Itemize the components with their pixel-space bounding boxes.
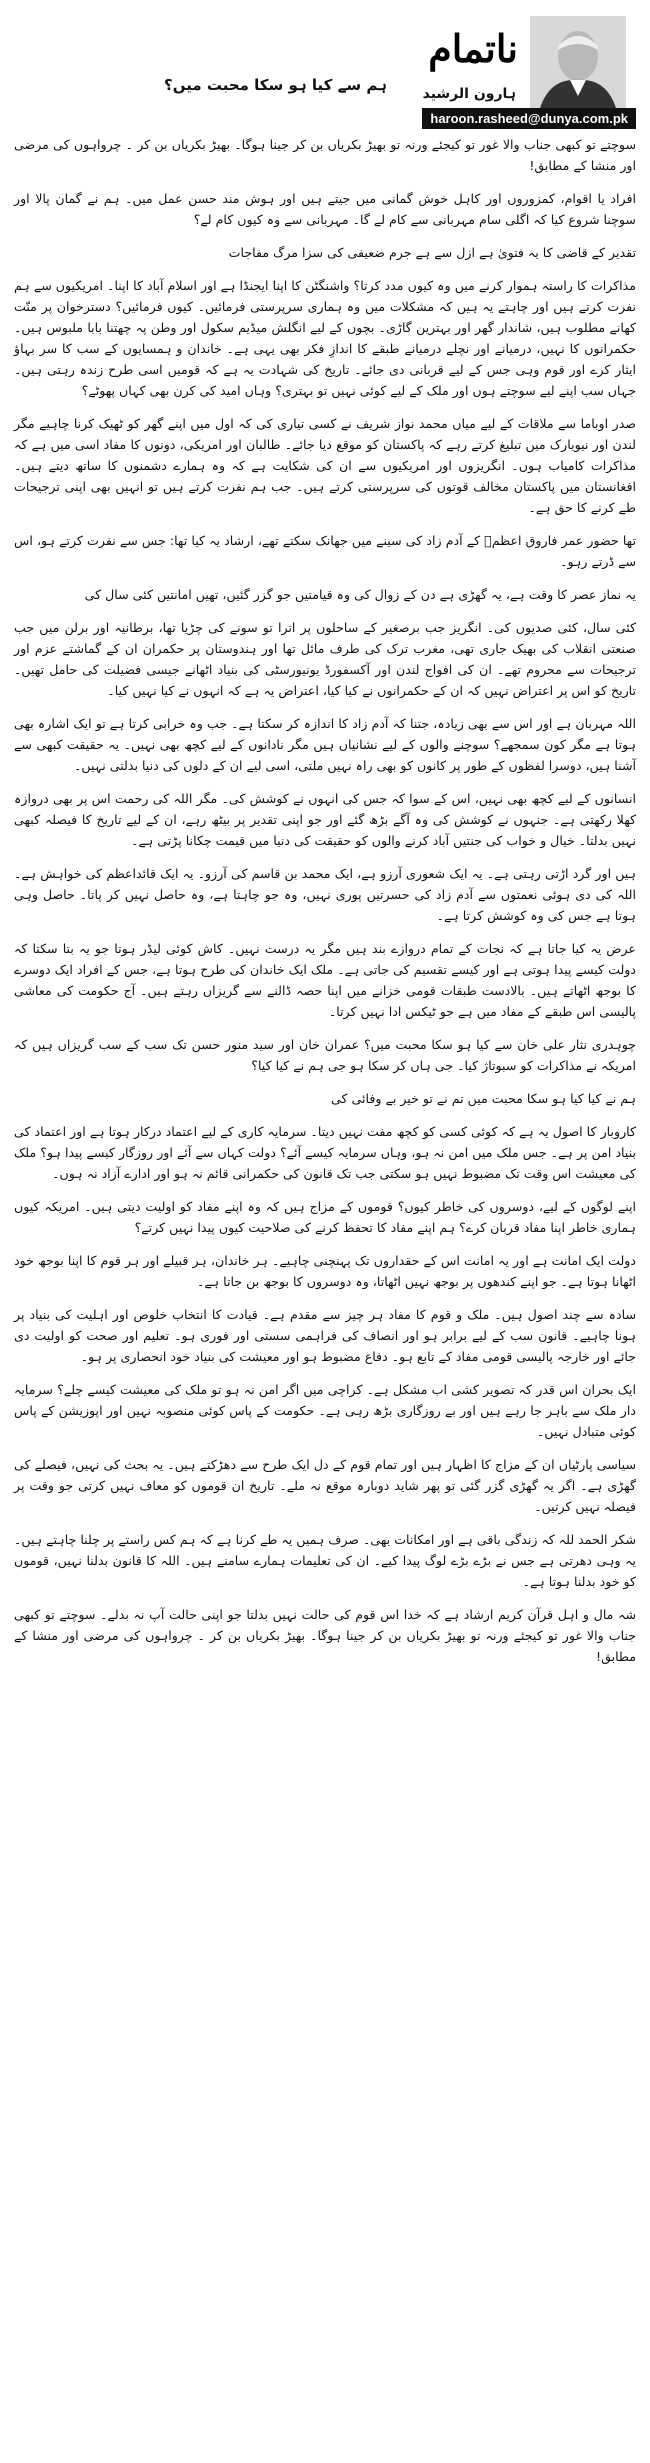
paragraph: ایک بحران اس قدر کہ تصویر کشی اب مشکل ہے۔ کراچی میں اگر امن نہ ہو تو ملک کی معیشت کیسے چلے؟ سرمایہ دار ملک سے باہر جا رہے ہیں اور بے روزگاری بڑھ رہی ہے۔ حکومت کے پاس کوئی منصوبہ نہیں اور اپوزیشن کے پاس کوئی متبادل نہیں۔ [14, 1382, 636, 1439]
column-title: ناتمام [428, 26, 518, 71]
author-email: haroon.rasheed@dunya.com.pk [422, 108, 636, 129]
paragraph: تقدیر کے قاضی کا یہ فتویٰ ہے ازل سے ہے جرم ضعیفی کی سزا مرگ مفاجات [228, 245, 636, 260]
author-portrait-icon [530, 16, 626, 108]
paragraph: تھا حضور عمر فاروق اعظمؓ کے آدم زاد کی سینے میں جھانک سکتے تھے، ارشاد یہ کیا تھا: جس سے نفرت کرتے ہو، اس سے ڈرتے رہو۔ [14, 533, 636, 569]
paragraph: سیاسی پارٹیاں ان کے مزاج کا اظہار ہیں اور تمام قوم کے دل ایک طرح سے دھڑکتے ہیں۔ یہ بحث کی نہیں، فیصلے کی گھڑی ہے۔ اگر یہ گھڑی گزر گئی تو پھر شاید دوبارہ موقع نہ ملے۔ تاریخ ان قوموں کو معاف نہیں کرتی جو وقت پر فیصلہ نہیں کرتیں۔ [14, 1457, 636, 1514]
paragraph: سادہ سے چند اصول ہیں۔ ملک و قوم کا مفاد ہر چیز سے مقدم ہے۔ قیادت کا انتخاب خلوص اور اہلیت کی بنیاد پر ہونا چاہیے۔ قانون سب کے لیے برابر ہو اور انصاف کی فراہمی سستی اور فوری ہو۔ تعلیم اور صحت کو اولیت دی جائے اور خارجہ پالیسی قومی مفاد کے تابع ہو۔ دفاع مضبوط ہو اور معیشت کی بنیاد خود انحصاری پر ہو۔ [14, 1307, 636, 1364]
paragraph: شکر الحمد للہ کہ زندگی باقی ہے اور امکانات بھی۔ صرف ہمیں یہ طے کرنا ہے کہ ہم کس راستے پر چلنا چاہتے ہیں۔ یہ وہی دھرتی ہے جس نے بڑے بڑے لوگ پیدا کیے۔ ان کی تعلیمات ہمارے سامنے ہیں۔ اللہ کا قانون بدلنا نہیں، قوموں کو خود بدلنا ہوتا ہے۔ [14, 1532, 636, 1589]
paragraph: یہ نماز عصر کا وقت ہے، یہ گھڑی ہے دن کے زوال کی وہ قیامتیں جو گزر گئیں، تھیں امانتیں کئی سال کی [84, 587, 636, 602]
paragraph: کاروبار کا اصول یہ ہے کہ کوئی کسی کو کچھ مفت نہیں دیتا۔ سرمایہ کاری کے لیے اعتماد درکار ہوتا ہے اور اعتماد کی بنیاد امن پر ہے۔ جس ملک میں امن نہ ہو، وہاں سرمایہ کیسے آئے؟ دولت کہاں سے آئے اور روزگار کیسے پیدا ہو؟ ملک کی معیشت اس وقت تک مضبوط نہیں ہو سکتی جب تک قانون کی حکمرانی قائم نہ ہو اور ادارے آزاد نہ ہوں۔ [14, 1124, 636, 1181]
paragraph: سوچتے تو کبھی جناب والا غور تو کیجئے ورنہ تو بھیڑ بکریاں بن کر جینا ہوگا۔ بھیڑ بکریاں بن کر ۔ چرواہوں کی مرضی اور منشا کے مطابق! [14, 137, 636, 173]
paragraph: اللہ مہربان ہے اور اس سے بھی زیادہ، جتنا کہ آدم زاد کا اندازہ کر سکتا ہے۔ جب وہ خرابی کرتا ہے تو ایک اشارہ بھی ہوتا ہے مگر کون سمجھے؟ سوچنے والوں کے لیے نشانیاں ہیں مگر نادانوں کے لیے کچھ بھی نہیں۔ یہ حقیقت کبھی سے آشنا ہیں، دوسرا لفظوں کے طور پر کانوں کو بھی راہ نہیں ملتی، اسی لیے ان کے دلوں کی دنیا بدلتی نہیں۔ [14, 716, 636, 773]
paragraph: شہ مال و اہل قرآن کریم ارشاد ہے کہ خدا اس قوم کی حالت نہیں بدلتا جو اپنی حالت آپ نہ بدلے۔ سوچتے تو کبھی جناب والا غور تو کیجئے ورنہ تو بھیڑ بکریاں بن کر جینا ہوگا۔ بھیڑ بکریاں بن کر ۔ چرواہوں کی مرضی اور منشا کے مطابق! [14, 1607, 636, 1664]
author-name: ہارون الرشید [422, 86, 516, 102]
paragraph: چوہدری نثار علی خان سے کیا ہو سکا محبت میں؟ عمران خان اور سید منور حسن تک سب کے سب گریزاں ہیں کہ امریکہ نے مذاکرات کو سبوتاژ کیا۔ جی ہاں کر سکا ہو جی ہم نے کیا کیا؟ [14, 1037, 636, 1073]
paragraph: عرض یہ کیا جاتا ہے کہ نجات کے تمام دروازے بند ہیں مگر یہ درست نہیں۔ کاش کوئی لیڈر ہوتا جو یہ بتا سکتا کہ دولت کیسے پیدا ہوتی ہے اور کیسے تقسیم کی جاتی ہے۔ ملک ایک خاندان کی طرح ہوتا ہے، جس کے افراد ایک دوسرے کا بوجھ اٹھاتے ہیں۔ بالادست طبقات قومی خزانے میں اپنا حصہ ڈالنے سے گریزاں رہتے ہیں۔ آج حکومت کی معاشی پالیسی اس طبقے کے مفاد میں ہے جو ٹیکس ادا نہیں کرتا۔ [14, 941, 636, 1019]
paragraph: دولت ایک امانت ہے اور یہ امانت اس کے حقداروں تک پہنچنی چاہیے۔ ہر خاندان، ہر قبیلے اور ہر قوم کا اپنا بوجھ خود اٹھانا ہوتا ہے۔ جو اپنے کندھوں پر بوجھ نہیں اٹھاتا، وہ دوسروں کا بوجھ بن جاتا ہے۔ [14, 1253, 636, 1289]
column-header [14, 8, 636, 128]
paragraph: کئی سال، کئی صدیوں کی۔ انگریز جب برصغیر کے ساحلوں پر اترا تو سونے کی چڑیا تھا، برطانیہ اور برلن میں جب صنعتی انقلاب کی بھیک جاری تھی، مغرب ترک کی طرف مائل تھا اور ہندوستان پر حکمران ان کے گماشتے عزم اور ترجیحات سے محروم تھے۔ ان کی افواج لندن اور آکسفورڈ یونیورسٹی کی بنیاد اٹھانے جیسی فضیلت کی حامل تھیں۔ تاریخ کو اس پر اعتراض نہیں کہ ان کے حکمرانوں نے کیا کیا، اعتراض یہ ہے کہ انہوں نے کیا نہیں کیا۔ [14, 620, 636, 698]
paragraph: انسانوں کے لیے کچھ بھی نہیں، اس کے سوا کہ جس کی انہوں نے کوشش کی۔ مگر اللہ کی رحمت اس پر بھی دروازہ کھلا رکھتی ہے۔ جنہوں نے کوشش کی وہ آگے بڑھ گئے اور جو اپنی تقدیر پر بیٹھ رہے، ان کے لیے تاریخ کا فیصلہ کبھی نہیں بدلتا۔ خیال و خواب کی جنتیں آباد کرنے والوں کو حقیقت کی دنیا میں قیمت چکانا پڑتی ہے۔ [14, 791, 636, 848]
paragraph: افراد یا اقوام، کمزوروں اور کاہل خوش گمانی میں جیتے ہیں اور ہوش مند حسن عمل میں۔ ہم نے گمان پالا اور سوچنا شروع کیا کہ اگلی سام مہربانی سے کام لے گا۔ مہربانی سے وہ کیوں کام لے؟ [14, 191, 636, 227]
paragraph: ہم نے کیا کیا ہو سکا محبت میں تم نے تو خیر بے وفائی کی [331, 1091, 636, 1106]
paragraph: اپنے لوگوں کے لیے، دوسروں کی خاطر کیوں؟ قوموں کے مزاج ہیں کہ وہ اپنے مفاد کو اولیت دیتی ہیں۔ امریکہ کیوں ہماری خاطر اپنا مفاد قربان کرے؟ ہم اپنے مفاد کا تحفظ کرنے کی صلاحیت کیوں پیدا نہیں کرتے؟ [14, 1199, 636, 1235]
paragraph: صدر اوباما سے ملاقات کے لیے میاں محمد نواز شریف نے کسی تیاری کی کہ اول میں اپنے گھر کو ٹھیک کرنا چاہیے مگر لندن اور نیویارک میں تبلیغ کرتے رہے کہ پاکستان کو موقع دیا جائے۔ طالبان اور امریکی، دونوں کا مفاد اسی میں ہے کہ مذاکرات کامیاب ہوں۔ انگریزوں اور امریکیوں سے ان کی شکایت ہے کہ وہ ہمارے دشمنوں کا ساتھ دیتے ہیں۔ افغانستان میں پاکستان مخالف قوتوں کی سرپرستی کرتے ہیں۔ جب ہم نفرت کرتے ہیں تو انہیں بھی اپنی ترجیحات طے کرنے کا حق ہے۔ [14, 416, 636, 515]
author-photo [530, 16, 626, 108]
article-body [14, 134, 636, 1667]
paragraph: ہیں اور گرد اڑتی رہتی ہے۔ یہ ایک شعوری آرزو ہے، ایک محمد بن قاسم کی آرزو۔ یہ ایک قائداعظم کی خواہش ہے۔ اللہ کی دی ہوئی نعمتوں سے آدم زاد کی حسرتیں پوری نہیں، وہ جو چاہتا ہے، وہ حاصل نہیں کر پاتا۔ حاصل وہی ہوتا ہے جس کی وہ کوشش کرتا ہے۔ [14, 866, 636, 923]
paragraph: مذاکرات کا راستہ ہموار کرنے میں وہ کیوں مدد کرتا؟ واشنگٹن کا اپنا ایجنڈا ہے اور اسلام آباد کا اپنا۔ امریکیوں سے ہم نفرت کرتے ہیں اور چاہتے یہ ہیں کہ مشکلات میں وہ ہماری سرپرستی فرمائیں۔ کیوں فرمائیں؟ دسترخوان پر منّت کھانے مطلوب ہیں، شاندار گھر اور بہترین گاڑی۔ بچوں کے لیے انگلش میڈیم سکول اور وطن پہ چھتنا بابا ملبوس ہیں۔ حکمرانوں کا نہیں، درمیانے اور نچلے درمیانے طبقے کا اندازِ فکر بھی یہی ہے۔ خاندان و ہمسایوں کے سب کا سر بہاؤ ایثار کرے اور قوم وہی جس کے لیے قربانی دی جائے۔ تاریخ کی شہادت یہ ہے کہ قومیں اسی طرح زندہ رہتی ہیں۔ جہاں سب اپنے لیے سوچتے ہوں اور ملک کے لیے کوئی نہیں تو بہتری؟ وہاں امید کی کرن بھی کہاں پھوٹے؟ [14, 278, 636, 398]
article-headline: ہم سے کیا ہو سکا محبت میں؟ [164, 76, 387, 94]
